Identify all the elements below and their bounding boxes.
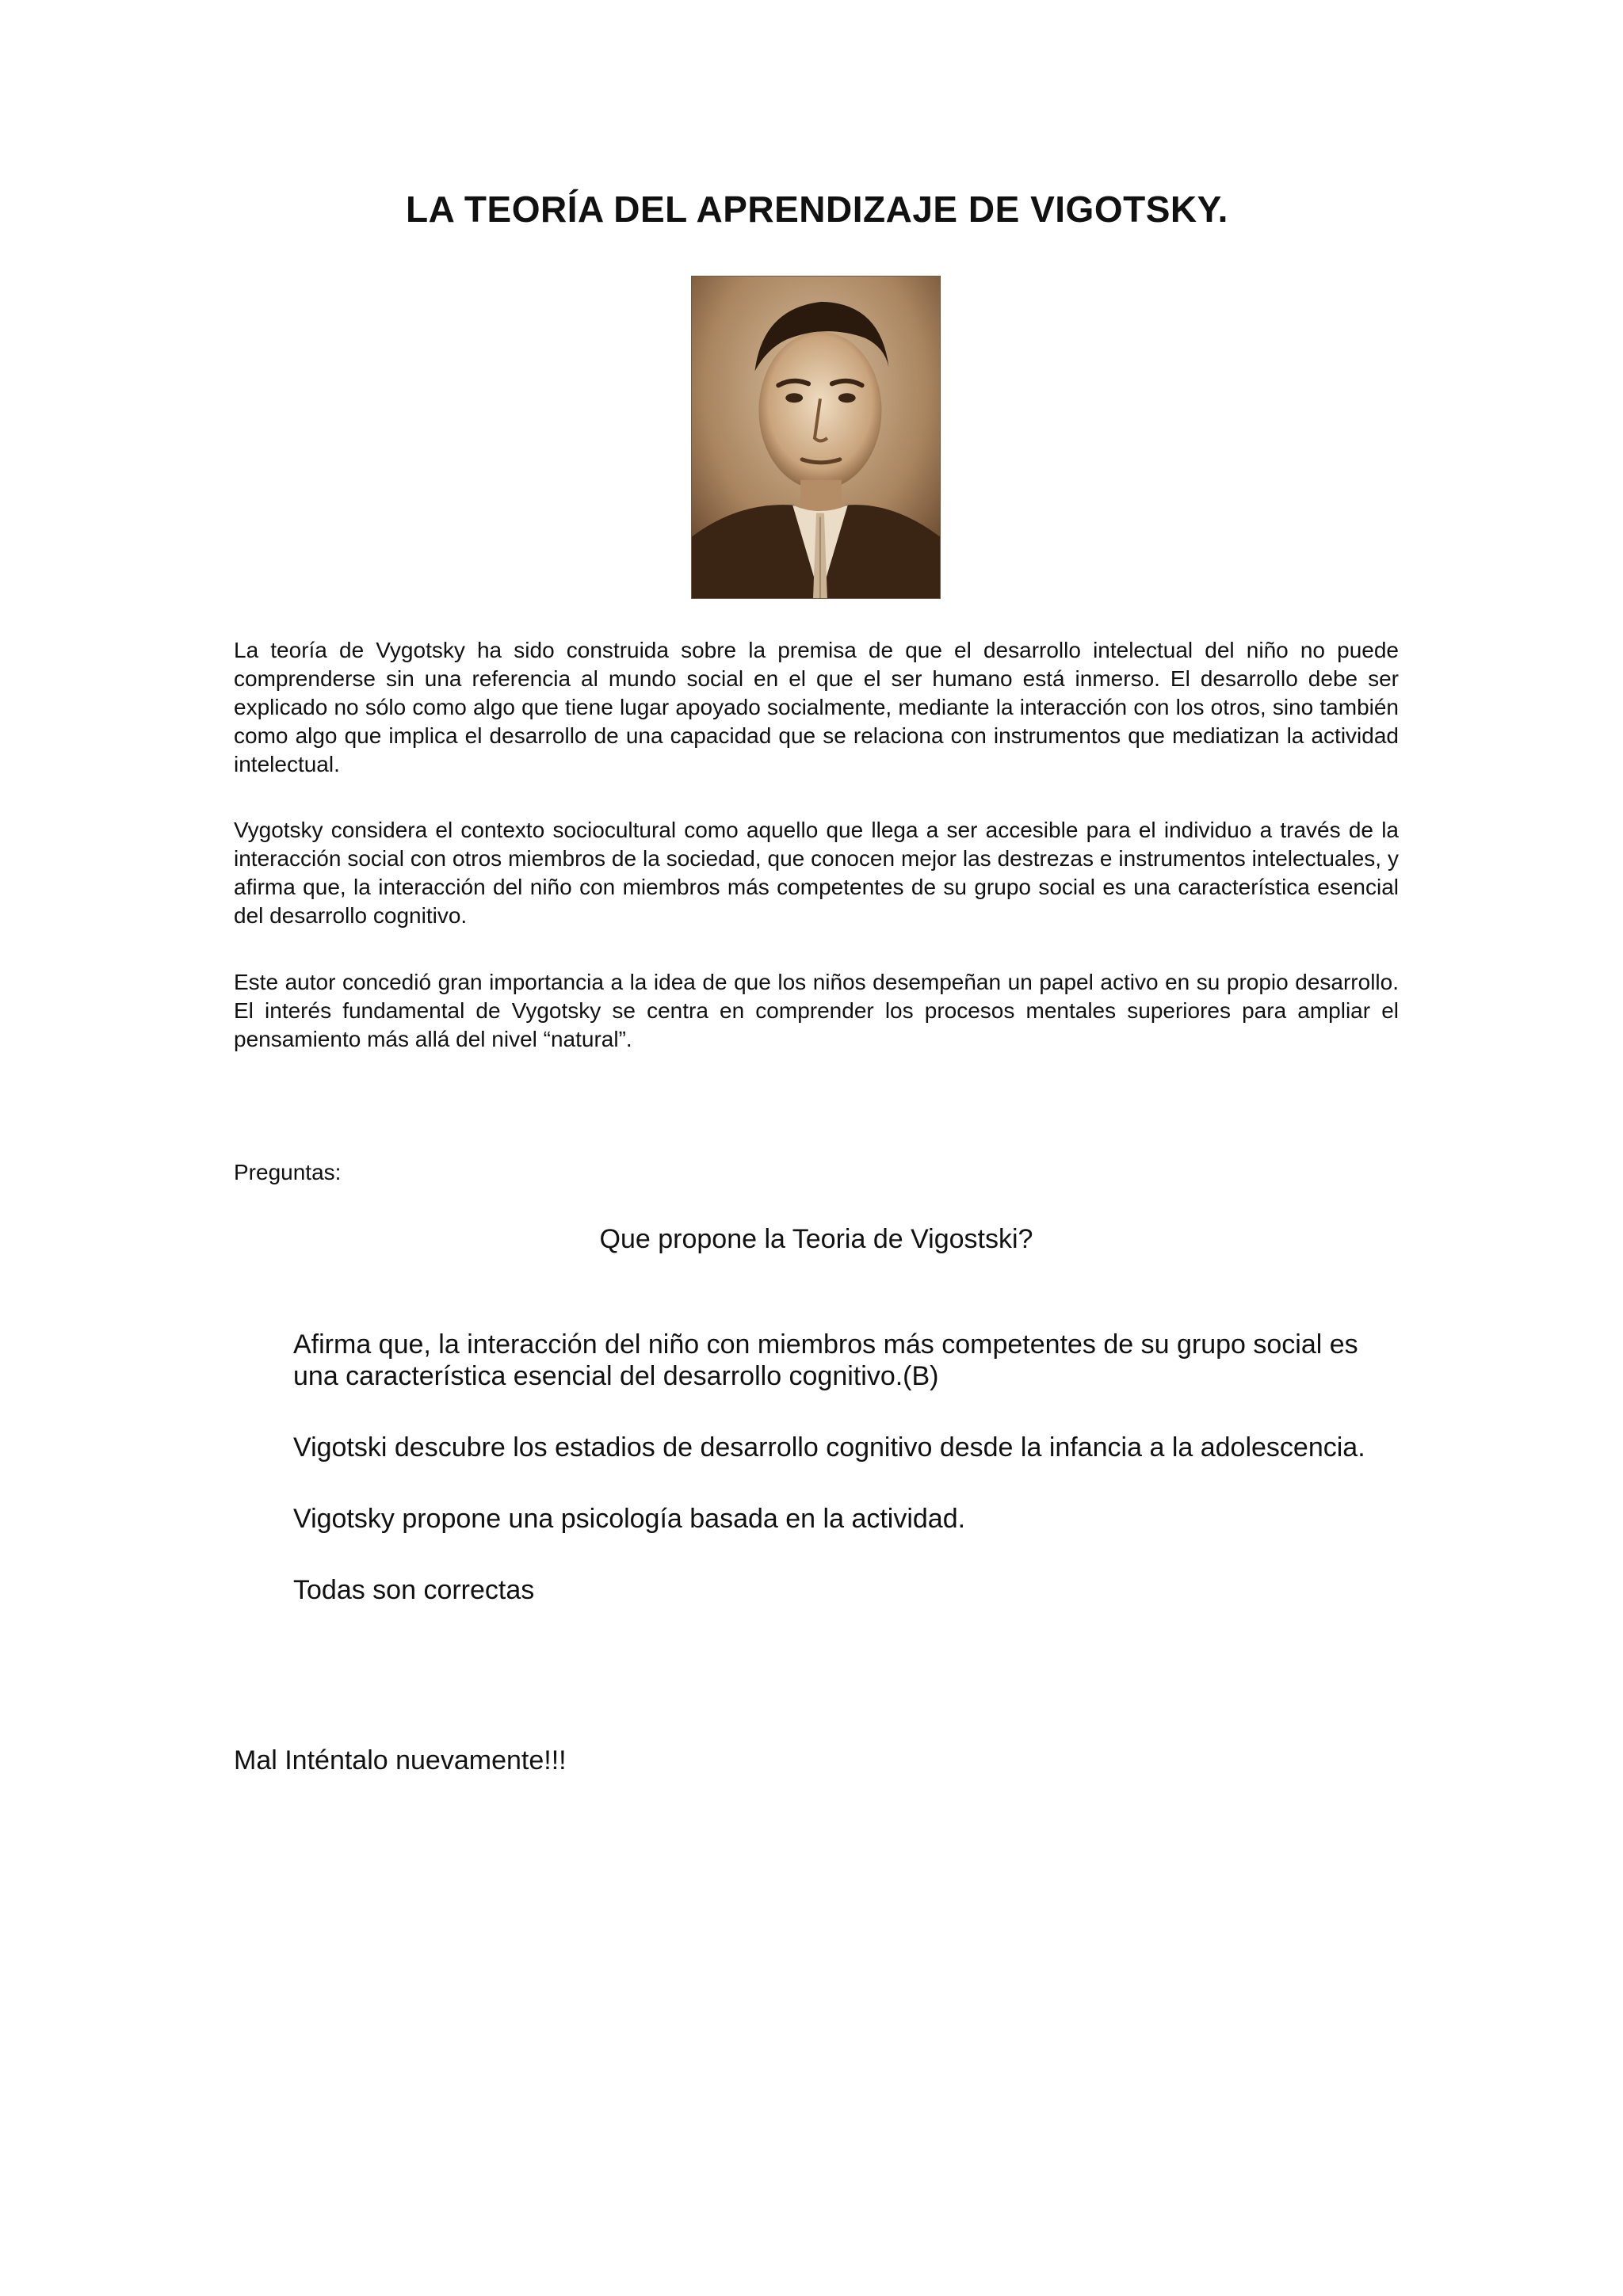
feedback-message: Mal Inténtalo nuevamente!!! [234, 1745, 567, 1775]
answer-options [293, 1329, 1403, 1646]
questions-label: Preguntas: [234, 1160, 342, 1184]
quiz-question: Que propone la Teoria de Vigostski? [599, 1224, 1033, 1254]
answer-option-4[interactable]: Todas son correctas [293, 1575, 535, 1605]
answer-option-1[interactable]: Afirma que, la interacción del niño con miembros más competentes de su grupo social es una característica esencial del desarrollo cognitivo.(B) [293, 1329, 1358, 1391]
answer-option-3[interactable]: Vigotsky propone una psicología basada en la actividad. [293, 1504, 966, 1534]
portrait-photo [691, 276, 941, 599]
answer-option-2[interactable]: Vigotski descubre los estadios de desarrollo cognitivo desde la infancia a la adolescencia. [293, 1432, 1365, 1463]
paragraph-3: Este autor concedió gran importancia a la idea de que los niños desempeñan un papel activo en su propio desarrollo. El interés fundamental de Vygotsky se centra en comprender los procesos mentales superiores para ampliar el pensamiento más allá del nivel “natural”. [234, 970, 1399, 1051]
portrait-photo-graphic [692, 277, 940, 598]
paragraph-2: Vygotsky considera el contexto sociocultural como aquello que llega a ser accesible para el individuo a través de la interacción social con otros miembros de la sociedad, que conocen mejor las destrezas e instrumentos intelectuales, y afirma que, la interacción del niño con miembros más competentes de su grupo social es una característica esencial del desarrollo cognitivo. [234, 818, 1399, 928]
page-title: LA TEORÍA DEL APRENDIZAJE DE VIGOTSKY. [406, 189, 1228, 230]
paragraph-1: La teoría de Vygotsky ha sido construida sobre la premisa de que el desarrollo intelectual del niño no puede comprenderse sin una referencia al mundo social en el que el ser humano está inmerso. El desarrollo debe ser explicado no sólo como algo que tiene lugar apoyado socialmente, mediante la interacción con los otros, sino también como algo que implica el desarrollo de una capacidad que se relaciona con instrumentos que mediatizan la actividad intelectual. [234, 638, 1399, 776]
